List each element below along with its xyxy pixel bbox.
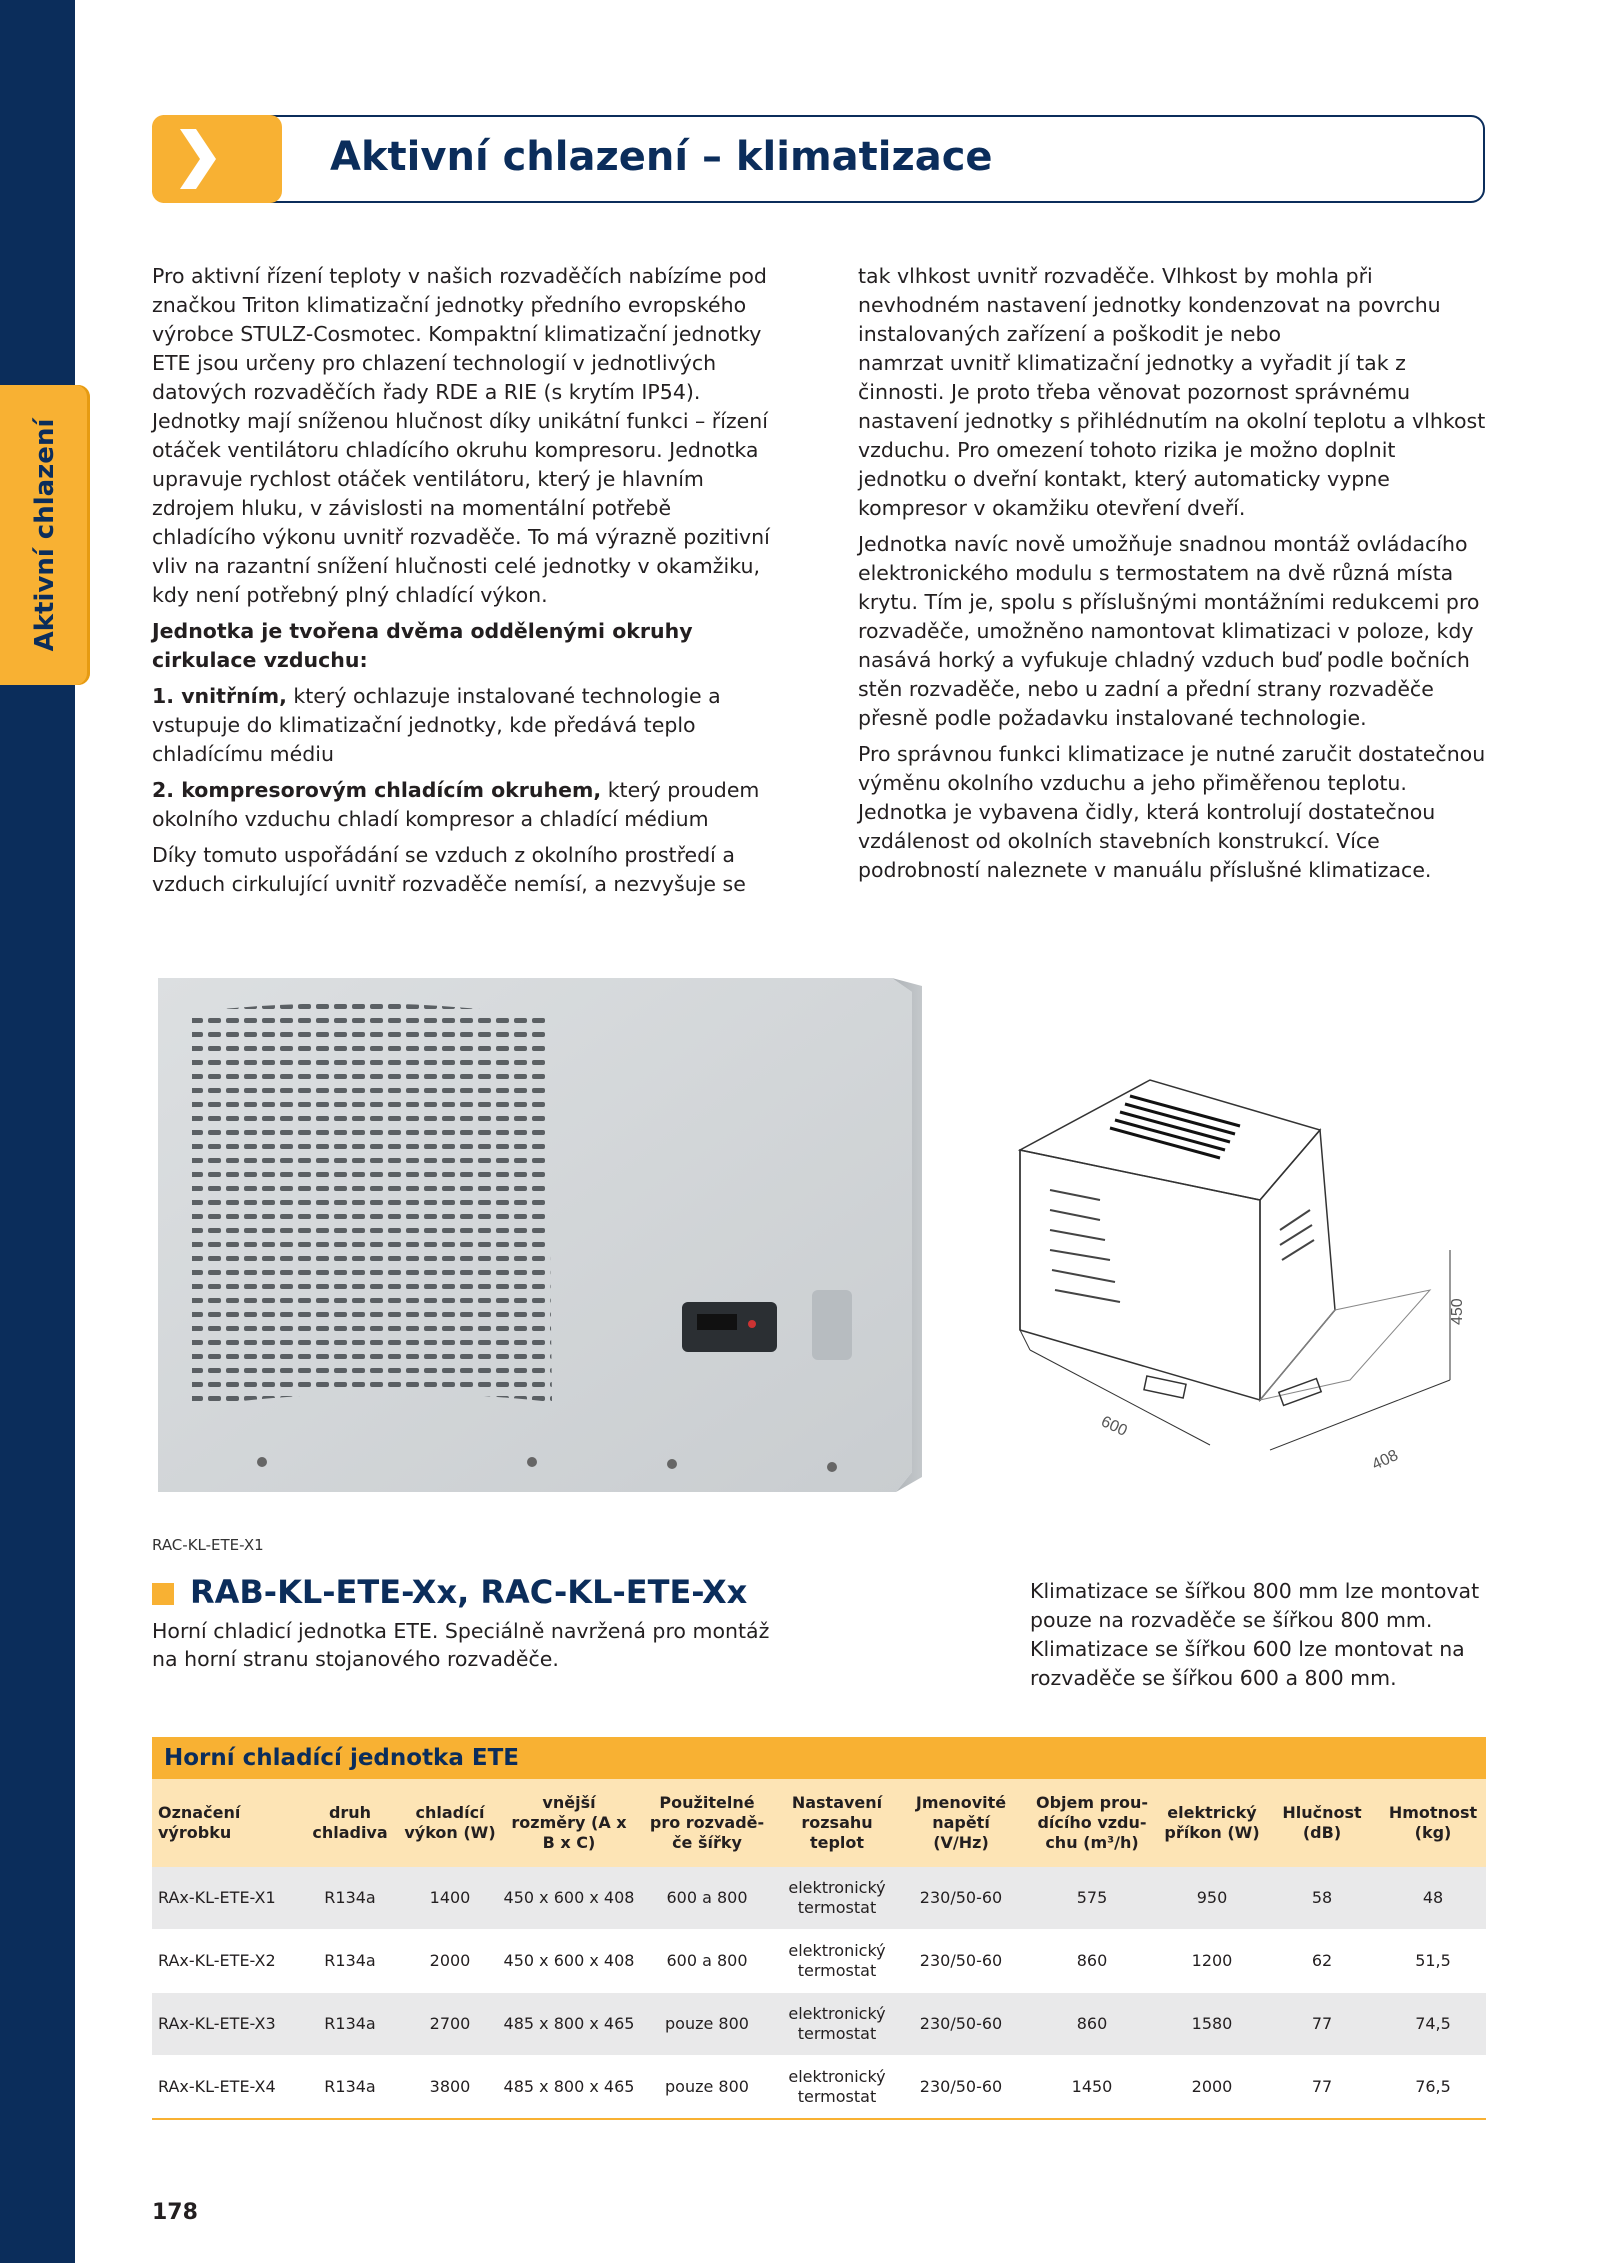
- table-cell: 76,5: [1380, 2056, 1486, 2120]
- header-cell: Nastavení rozsahu teplot: [776, 1779, 898, 1867]
- table-cell: elektronický termostat: [776, 1867, 898, 1930]
- product-description: Horní chladicí jednotka ETE. Speciálně navržená pro montáž na horní stranu stojanového rozvaděče.: [152, 1619, 770, 1671]
- table-header-row: [152, 1779, 1486, 1867]
- circuit-1-label: 1. vnitřním,: [152, 684, 287, 708]
- circuits-heading: Jednotka je tvořena dvěma oddělenými okruhy cirkulace vzduchu:: [152, 619, 693, 672]
- header-cell: chladící výkon (W): [400, 1779, 500, 1867]
- table-cell: 230/50-60: [898, 2056, 1024, 2120]
- header-cell: druh chladiva: [300, 1779, 400, 1867]
- header-cell: Použitelné pro rozvadě- če šířky: [638, 1779, 776, 1867]
- table-cell: 450 x 600 x 408: [500, 1867, 638, 1930]
- table-cell: pouze 800: [638, 2056, 776, 2120]
- header-cell: Hlučnost (dB): [1264, 1779, 1380, 1867]
- table-cell: 230/50-60: [898, 1867, 1024, 1930]
- table-cell: R134a: [300, 2056, 400, 2120]
- product-title: RAB-KL-ETE-Xx, RAC-KL-ETE-Xx: [190, 1573, 748, 1611]
- function-paragraph: Pro správnou funkci klimatizace je nutné zaručit dostatečnou výměnu okolního vzduchu a jeho přiměřenou teplotu. Jednotka je vybavena čidly, která kontrolují dostatečnou vzdálenost od okolních stavebních konstrukcí. Více podrobností naleznete v manuálu příslušné klimatizace.: [858, 742, 1486, 882]
- header-cell: elektrický příkon (W): [1160, 1779, 1264, 1867]
- table-cell: R134a: [300, 1930, 400, 1993]
- dimension-drawing: [990, 1050, 1510, 1510]
- table-cell: 2700: [400, 1993, 500, 2056]
- title-chevron-box: [152, 115, 282, 203]
- table-cell: 1580: [1160, 1993, 1264, 2056]
- table-cell: 230/50-60: [898, 1930, 1024, 1993]
- product-bullet: [152, 1583, 174, 1605]
- table-cell: elektronický termostat: [776, 2056, 898, 2120]
- table-title: Horní chladící jednotka ETE: [152, 1737, 1486, 1779]
- product-photo: [152, 972, 922, 1500]
- table-cell: 1400: [400, 1867, 500, 1930]
- humidity-paragraph-b: namrzat uvnitř klimatizační jednotky a vyřadit jí tak z činnosti. Je proto třeba věnovat pozornost správnému nastavení jednotky s přihlédnutím na okolní teplotu a vlhkost vzduchu. Pro omezení tohoto rizika je možno doplnit jednotku o dveřní kontakt, který automaticky vypne kompresor v okamžiku otevření dveří.: [858, 351, 1486, 520]
- table-cell: 74,5: [1380, 1993, 1486, 2056]
- sidebar-stripe: [0, 0, 75, 2263]
- table-cell: 860: [1024, 1993, 1160, 2056]
- table-cell: 950: [1160, 1867, 1264, 1930]
- table-cell: 77: [1264, 2056, 1380, 2120]
- chevron-right-icon: [170, 129, 230, 189]
- circuit-1-text: který ochlazuje instalované technologie a vstupuje do klimatizační jednotky, kde předává teplo chladícímu médiu: [152, 684, 721, 766]
- table-cell: pouze 800: [638, 1993, 776, 2056]
- intro-paragraph: Pro aktivní řízení teploty v našich rozvaděčích nabízíme pod značkou Triton klimatizační jednotky předního evropského výrobce STULZ-Cosmotec. Kompaktní klimatizační jednotky ETE jsou určeny pro chlazení technologií v jednotlivých datových rozvaděčích řady RDE a RIE (s krytím IP54). Jednotky mají sníženou hlučnost díky unikátní funkci – řízení otáček ventilátoru chladícího okruhu kompresoru. Jednotka upravuje rychlost otáček ventilátoru, který je hlavním zdrojem hluku, v závislosti na momentální potřebě chladícího výkonu uvnitř rozvaděče. To má výrazně pozitivní vliv na razantní snížení hlučnosti celé jednotky v okamžiku, kdy není potřebný plný chladící výkon.: [152, 264, 770, 607]
- header-cell: Hmotnost (kg): [1380, 1779, 1486, 1867]
- product-note: Klimatizace se šířkou 800 mm lze montovat pouze na rozvaděče se šířkou 800 mm. Klimatizace se šířkou 600 lze montovat na rozvaděče se šířkou 600 a 800 mm.: [1030, 1579, 1480, 1690]
- table-cell: 48: [1380, 1867, 1486, 1930]
- table-cell: 2000: [1160, 2056, 1264, 2120]
- table-cell: RAx-KL-ETE-X1: [152, 1867, 300, 1930]
- table-row: [152, 1930, 1486, 1993]
- table-cell: 77: [1264, 1993, 1380, 2056]
- header-cell: vnější rozměry (A x B x C): [500, 1779, 638, 1867]
- photo-caption: RAC-KL-ETE-X1: [152, 1536, 264, 1554]
- circuit-2-label: 2. kompresorovým chladícím okruhem,: [152, 778, 602, 802]
- section-tab-label: Aktivní chlazení: [30, 418, 60, 652]
- table-row: [152, 1993, 1486, 2056]
- table-cell: 230/50-60: [898, 1993, 1024, 2056]
- mounting-paragraph: Jednotka navíc nově umožňuje snadnou montáž ovládacího elektronického modulu s termostatem na dvě různá místa krytu. Tím je, spolu s příslušnými montážními redukcemi pro rozvaděče, umožněno namontovat klimatizaci v poloze, kdy nasává horký a vyfukuje chladný vzduch buď podle bočních stěn rozvaděče, nebo u zadní a přední strany rozvaděče přesně podle požadavku instalované technologie.: [858, 532, 1480, 730]
- left-text-column: [152, 262, 772, 906]
- dim-width-label: 600: [1098, 1413, 1130, 1440]
- table-cell: 2000: [400, 1930, 500, 1993]
- circuit-2-text: který proudem okolního vzduchu chladí kompresor a chladící médium: [152, 778, 760, 831]
- table-cell: elektronický termostat: [776, 1993, 898, 2056]
- page-title: Aktivní chlazení – klimatizace: [330, 134, 993, 180]
- table-cell: RAx-KL-ETE-X3: [152, 1993, 300, 2056]
- right-text-column: [858, 262, 1488, 892]
- table-cell: elektronický termostat: [776, 1930, 898, 1993]
- table-cell: 3800: [400, 2056, 500, 2120]
- table-cell: 485 x 800 x 465: [500, 1993, 638, 2056]
- table-cell: 58: [1264, 1867, 1380, 1930]
- table-cell: R134a: [300, 1867, 400, 1930]
- table-cell: 485 x 800 x 465: [500, 2056, 638, 2120]
- header-cell: Označení výrobku: [152, 1779, 300, 1867]
- table-cell: 575: [1024, 1867, 1160, 1930]
- table-cell: 62: [1264, 1930, 1380, 1993]
- table-cell: RAx-KL-ETE-X2: [152, 1930, 300, 1993]
- table-row: [152, 2056, 1486, 2120]
- header-cell: Jmenovité napětí (V/Hz): [898, 1779, 1024, 1867]
- table-cell: 600 a 800: [638, 1930, 776, 1993]
- table-cell: R134a: [300, 1993, 400, 2056]
- header-cell: Objem prou- dícího vzdu- chu (m³/h): [1024, 1779, 1160, 1867]
- table-cell: 860: [1024, 1930, 1160, 1993]
- table-cell: 1200: [1160, 1930, 1264, 1993]
- table-cell: 600 a 800: [638, 1867, 776, 1930]
- mixing-paragraph: Díky tomuto uspořádání se vzduch z okolního prostředí a vzduch cirkulující uvnitř rozvaděče nemísí, a nezvyšuje se: [152, 843, 746, 896]
- humidity-paragraph-a: tak vlhkost uvnitř rozvaděče. Vlhkost by mohla při nevhodném nastavení jednotky kondenzovat na povrchu instalovaných zařízení a poškodit je nebo: [858, 264, 1441, 346]
- page-number: 178: [152, 2200, 198, 2225]
- table-cell: 450 x 600 x 408: [500, 1930, 638, 1993]
- table-cell: 1450: [1024, 2056, 1160, 2120]
- table-row: [152, 1867, 1486, 1930]
- table-cell: RAx-KL-ETE-X4: [152, 2056, 300, 2120]
- table-cell: 51,5: [1380, 1930, 1486, 1993]
- dim-height-label: 450: [1449, 1298, 1466, 1325]
- section-tab: [0, 385, 90, 685]
- dim-depth-label: 408: [1369, 1446, 1401, 1474]
- spec-table: [152, 1779, 1486, 2120]
